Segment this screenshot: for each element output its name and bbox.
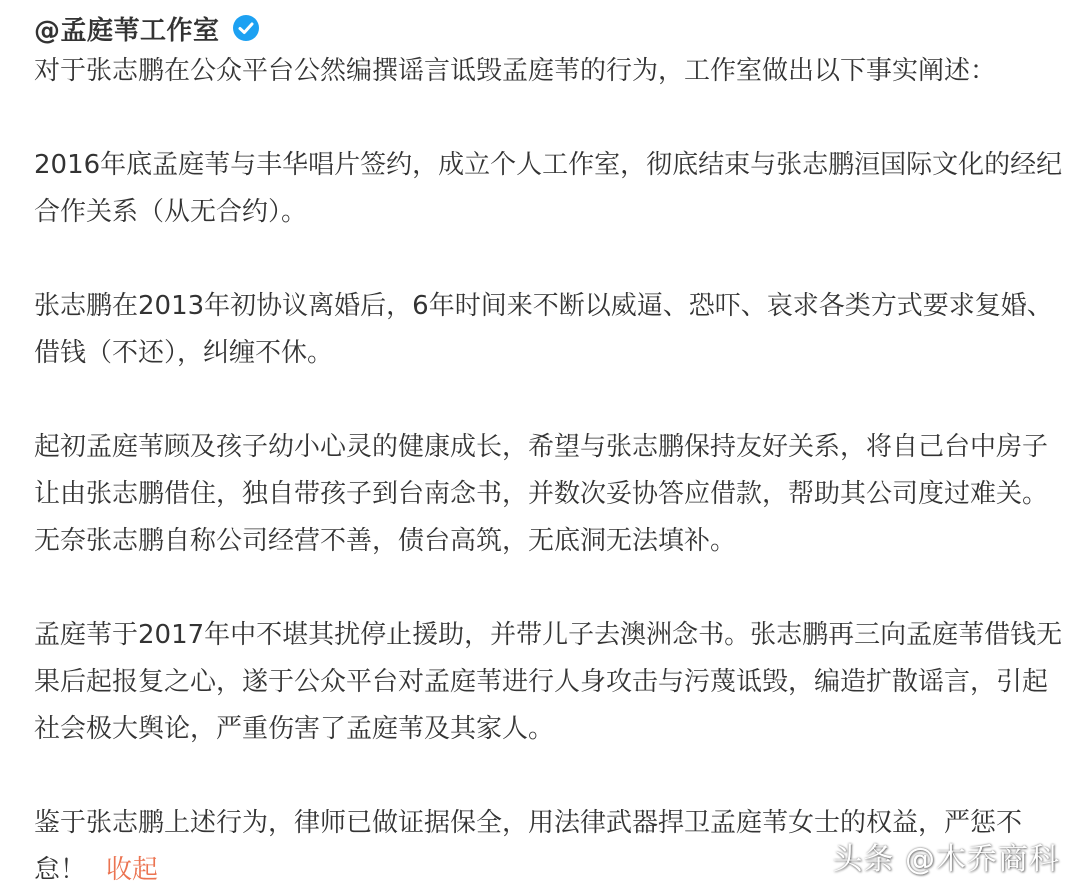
post-closing: 鉴于张志鹏上述行为，律师已做证据保全，用法律武器捍卫孟庭苇女士的权益，严惩不怠！ bbox=[34, 808, 1023, 885]
verified-check-icon bbox=[232, 14, 260, 42]
collapse-link[interactable]: 收起 bbox=[106, 855, 159, 885]
author-row bbox=[34, 8, 1064, 48]
post-paragraph: 孟庭苇于2017年中不堪其扰停止援助，并带儿子去澳洲念书。张志鹏再三向孟庭苇借钱无果后起报复之心，遂于公众平台对孟庭苇进行人身攻击与污蔑诋毁，编造扩散谣言，引起社会极大舆论，严重伤害了孟庭苇及其家人。 bbox=[34, 620, 1063, 744]
watermark: 头条 @木乔商科 bbox=[832, 842, 1060, 877]
weibo-post bbox=[34, 8, 1064, 894]
author-name[interactable]: @孟庭苇工作室 bbox=[34, 15, 220, 46]
post-paragraph: 起初孟庭苇顾及孩子幼小心灵的健康成长，希望与张志鹏保持友好关系，将自己台中房子让由张志鹏借住，独自带孩子到台南念书，并数次妥协答应借款，帮助其公司度过难关。无奈张志鹏自称公司经营不善，债台高筑，无底洞无法填补。 bbox=[34, 432, 1049, 556]
post-paragraph: 张志鹏在2013年初协议离婚后，6年时间来不断以威逼、恐吓、哀求各类方式要求复婚、借钱（不还），纠缠不休。 bbox=[34, 291, 1053, 368]
post-intro: 对于张志鹏在公众平台公然编撰谣言诋毁孟庭苇的行为，工作室做出以下事实阐述： bbox=[34, 56, 997, 86]
post-body bbox=[34, 48, 1064, 894]
post-paragraph: 2016年底孟庭苇与丰华唱片签约，成立个人工作室，彻底结束与张志鹏洹国际文化的经纪合作关系（从无合约）。 bbox=[34, 150, 1063, 227]
